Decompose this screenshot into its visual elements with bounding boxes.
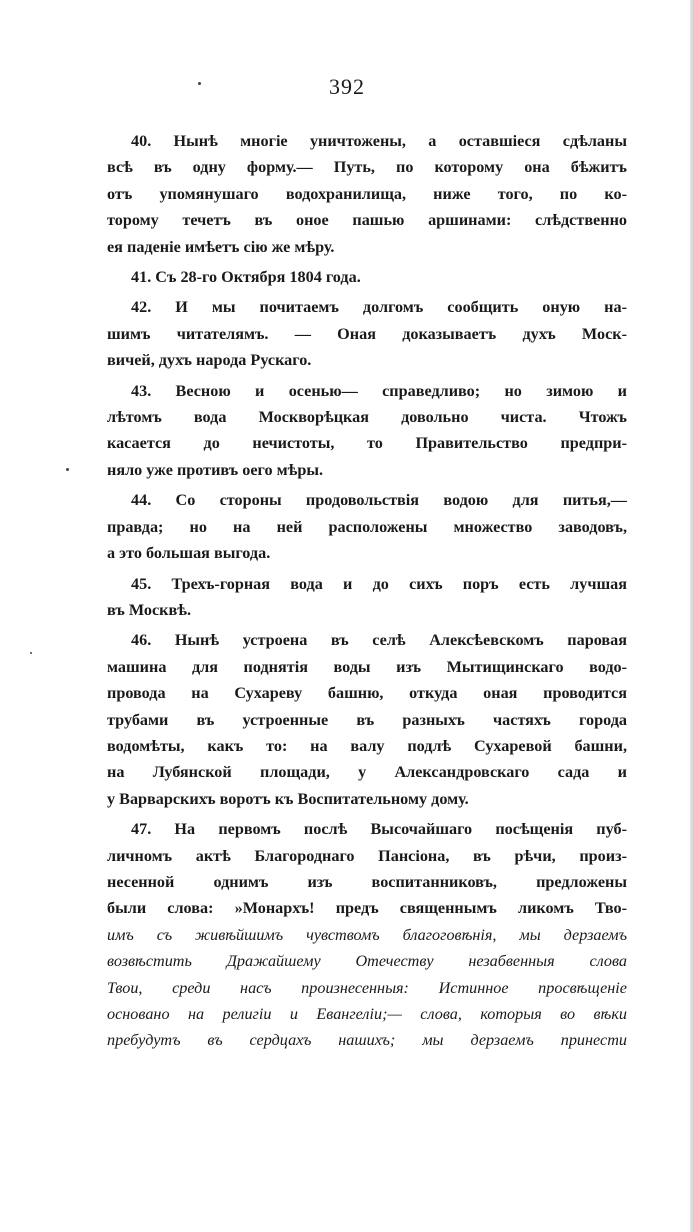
text-line: въ Москвѣ. [107, 600, 191, 619]
text-line: а это большая выгода. [107, 544, 271, 563]
page-edge [690, 0, 694, 1232]
text-line: 40. Нынѣ многіе уничтожены, а оставшіеся сдѣланы [131, 132, 627, 150]
text-line: машина для поднятія воды изъ Мытищинскаго водо- [107, 657, 627, 676]
ink-speck [30, 652, 32, 654]
text-line: торому течетъ въ оное пашью аршинами: слѣдственно [107, 211, 627, 230]
text-line: шимъ читателямъ. — Оная доказываетъ духъ Моск- [107, 324, 627, 343]
text-line: несенной однимъ изъ воспитанниковъ, предложены [107, 872, 627, 891]
text-line: всѣ въ одну форму.— Путь, по которому она бѣжитъ [107, 158, 627, 177]
footnote-8 [107, 816, 627, 1054]
ink-speck [66, 468, 69, 471]
text-line: 44. Со стороны продовольствія водою для питья,— [131, 491, 627, 510]
text-line: 45. Трехъ-горная вода и до сихъ поръ есть лучшая [131, 574, 627, 593]
footnote-1 [107, 128, 627, 260]
text-line: пребудутъ въ сердцахъ нашихъ; мы дерзаемъ принести [107, 1031, 627, 1050]
text-line: возвѣстить Дражайшему Отечеству незабвенныя слова [107, 952, 627, 971]
text-line: 41. Съ 28-го Октября 1804 года. [131, 268, 361, 287]
ink-speck [198, 82, 201, 85]
footnote-2 [107, 264, 627, 290]
text-line: 42. И мы почитаемъ долгомъ сообщить оную на- [131, 298, 627, 317]
footnote-3 [107, 294, 627, 373]
text-line: трубами въ устроенные въ разныхъ частяхъ города [107, 710, 627, 729]
footnote-5 [107, 487, 627, 566]
text-line: вичей, духъ народа Рускаго. [107, 351, 312, 370]
text-line: 46. Нынѣ устроена въ селѣ Алексѣевскомъ паровая [131, 631, 627, 650]
footnote-7 [107, 627, 627, 812]
text-line: водомѣты, какъ то: на валу подлѣ Сухаревой башни, [107, 736, 627, 755]
text-line: 47. На первомъ послѣ Высочайшаго посѣщенія пуб- [131, 820, 627, 839]
text-line: были слова: »Монархъ! предъ священнымъ ликомъ Тво- [107, 899, 627, 918]
text-line: лѣтомъ вода Москворѣцкая довольно чиста. Чтожъ [107, 408, 627, 427]
text-line: имъ съ живѣйшимъ чувствомъ благоговѣнія, мы дерзаемъ [107, 925, 627, 944]
footnote-4 [107, 378, 627, 484]
text-line: на Лубянской площади, у Александровскаго сада и [107, 763, 627, 782]
text-line: 43. Весною и осенью— справедливо; но зимою и [131, 381, 627, 400]
text-line: ея паденіе имѣетъ сію же мѣру. [107, 237, 335, 256]
text-line: касается до нечистоты, то Правительство предпри- [107, 434, 627, 453]
text-line: личномъ актѣ Благороднаго Пансіона, въ рѣчи, произ- [107, 846, 627, 865]
text-line: Твои, среди насъ произнесенныя: Истинное просвѣщеніе [107, 978, 627, 997]
footnotes-block [107, 128, 627, 1058]
text-line: правда; но на ней расположены множество заводовъ, [107, 517, 627, 536]
page-number: 392 [329, 74, 365, 99]
text-line: отъ упомянушаго водохранилища, ниже того, по ко- [107, 184, 627, 203]
text-line: няло уже противъ оего мѣры. [107, 460, 324, 479]
footnote-6 [107, 571, 627, 624]
text-line: провода на Сухареву башню, откуда оная проводится [107, 684, 627, 703]
text-line: у Варварскихъ воротъ къ Воспитательному дому. [107, 789, 469, 808]
text-line: основано на религіи и Евангеліи;— слова, которыя во вѣки [107, 1005, 627, 1023]
